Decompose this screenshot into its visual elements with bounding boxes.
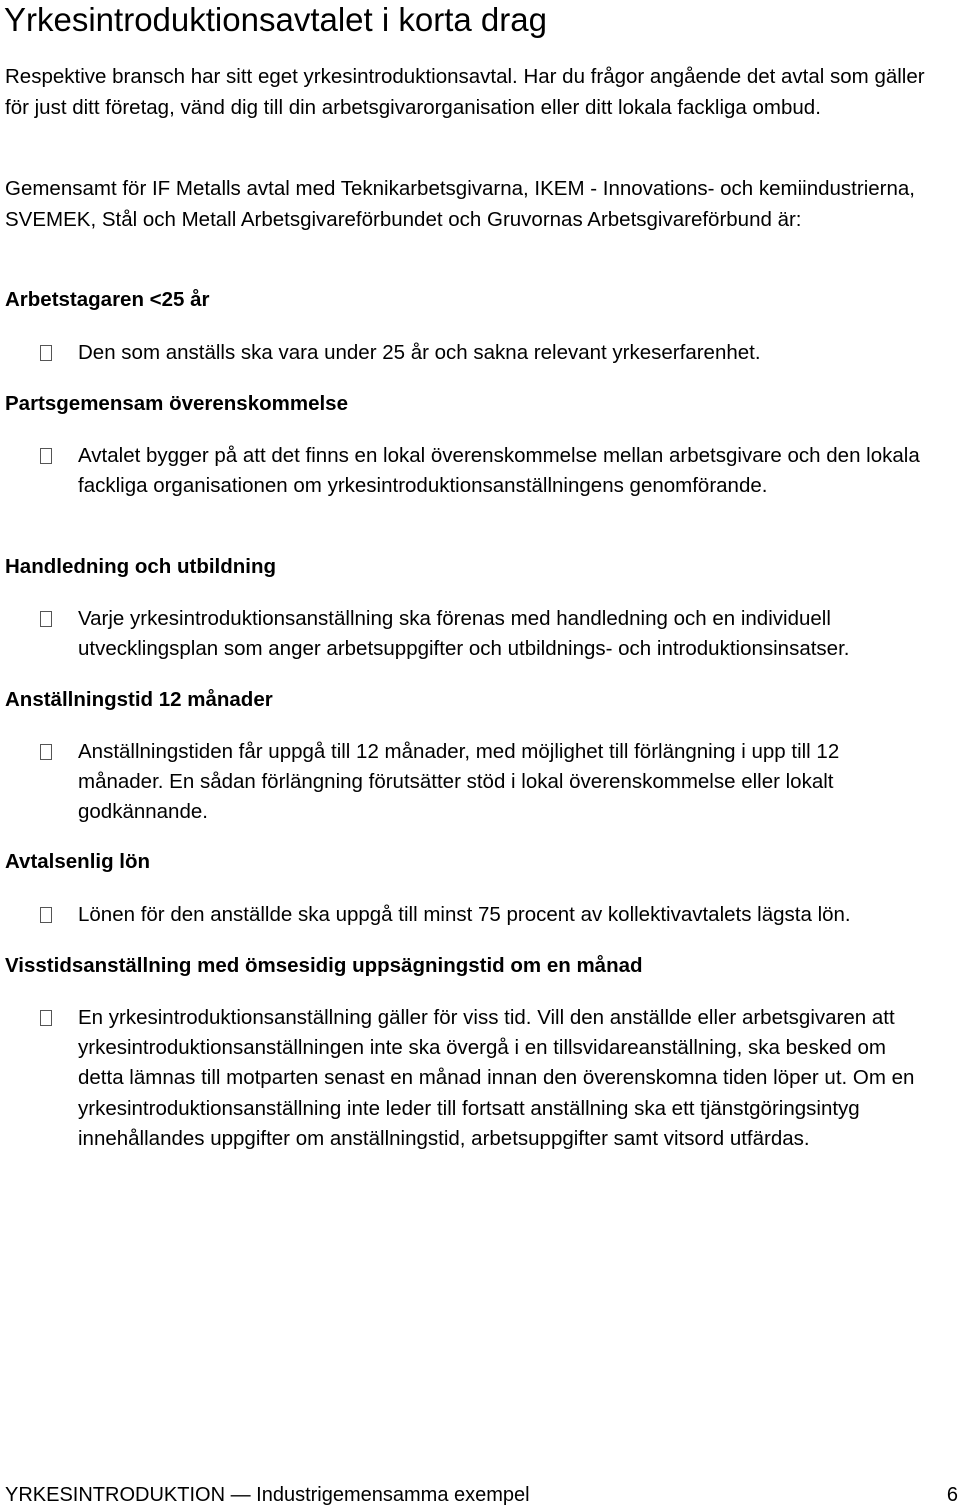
- bullet-text: Anställningstiden får uppgå till 12 månader, med möjlighet till förlängning i upp till 12 månader. En sådan förlängning förutsätter stöd i lokal överenskommelse eller lokalt godkännande.: [78, 740, 840, 824]
- page-number: 6: [946, 1484, 958, 1506]
- bullet-box-icon: [40, 611, 52, 627]
- section-bullet-guidance: [40, 604, 930, 664]
- section-bullet-age: [40, 338, 930, 368]
- footer-subtitle: Industrigemensamma exempel: [256, 1484, 530, 1506]
- footer-doc-title: YRKESINTRODUKTION: [5, 1484, 226, 1506]
- section-heading-salary: Avtalsenlig lön: [5, 850, 151, 873]
- intro-paragraph: Respektive bransch har sitt eget yrkesintroduktionsavtal. Har du frågor angående det avtal som gäller för just ditt företag, vänd dig till din arbetsgivarorganisation eller ditt lokala fackliga ombud.: [5, 65, 925, 119]
- section-bullet-fixed-term: [40, 1003, 930, 1154]
- bullet-box-icon: [40, 1010, 52, 1026]
- section-heading-fixed-term: Visstidsanställning med ömsesidig uppsägningstid om en månad: [5, 954, 643, 977]
- bullet-text: Den som anställs ska vara under 25 år och sakna relevant yrkeserfarenhet.: [78, 341, 761, 364]
- section-heading-age: Arbetstagaren <25 år: [5, 288, 210, 311]
- section-heading-agreement: Partsgemensam överenskommelse: [5, 392, 348, 415]
- bullet-box-icon: [40, 744, 52, 760]
- bullet-text: En yrkesintroduktionsanställning gäller för viss tid. Vill den anställde eller arbetsgivaren att yrkesintroduktionsanställningen inte ska övergå i en tillsvidareanställning, ska besked om detta lämnas till motparten senast en månad innan den överenskomna tiden löper ut. Om en yrkesintroduktionsanställning inte leder till fortsatt anställning ska ett tjänstgöringsintyg innehållandes uppgifter om anställningstid, arbetsuppgifter samt vitsord utfärdas.: [78, 1006, 915, 1150]
- bullet-text: Varje yrkesintroduktionsanställning ska förenas med handledning och en individuell utvecklingsplan som anger arbetsuppgifter och utbildnings- och introduktionsinsatser.: [78, 607, 850, 661]
- section-bullet-salary: [40, 900, 930, 930]
- document-title: Yrkesintroduktionsavtalet i korta drag: [4, 1, 547, 38]
- section-bullet-agreement: [40, 441, 930, 501]
- footer-title-group: [5, 1481, 530, 1509]
- bullet-box-icon: [40, 907, 52, 923]
- section-bullet-duration: [40, 737, 930, 828]
- bullet-text: Lönen för den anställde ska uppgå till minst 75 procent av kollektivavtalets lägsta lön.: [78, 903, 851, 926]
- footer-separator: —: [230, 1484, 251, 1506]
- bullet-box-icon: [40, 448, 52, 464]
- bullet-box-icon: [40, 345, 52, 361]
- section-heading-guidance: Handledning och utbildning: [5, 555, 277, 578]
- page-footer: [5, 1481, 960, 1511]
- bullet-text: Avtalet bygger på att det finns en lokal överenskommelse mellan arbetsgivare och den lokala fackliga organisationen om yrkesintroduktionsanställningens genomförande.: [78, 444, 920, 498]
- section-heading-duration: Anställningstid 12 månader: [5, 688, 273, 711]
- common-terms-paragraph: Gemensamt för IF Metalls avtal med Teknikarbetsgivarna, IKEM - Innovations- och kemiindustrierna, SVEMEK, Stål och Metall Arbetsgivareförbundet och Gruvornas Arbetsgivareförbund är:: [5, 177, 915, 231]
